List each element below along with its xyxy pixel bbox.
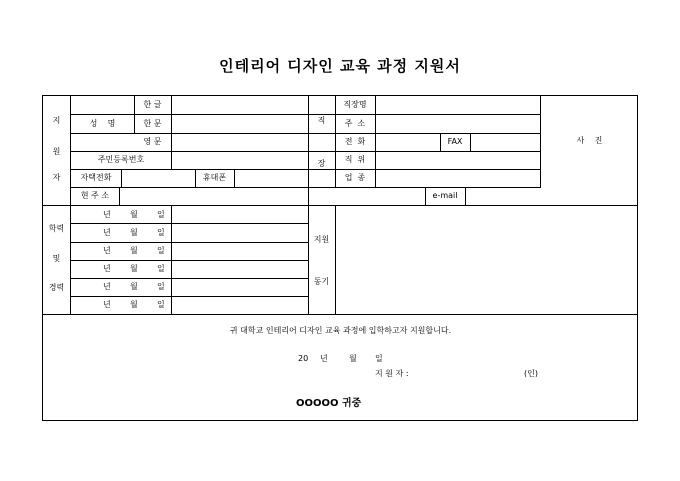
applicant-group-char-2: 원 xyxy=(52,147,61,156)
month-label: 월 xyxy=(130,210,138,219)
day-label: 일 xyxy=(157,282,165,291)
email-label: e-mail xyxy=(432,191,458,200)
company-address-label: 주 소 xyxy=(344,119,366,128)
day-label: 일 xyxy=(157,300,165,309)
year-label: 년 xyxy=(103,210,111,219)
date-year-label: 년 xyxy=(320,354,328,363)
workplace-group-char-1: 직 xyxy=(317,116,326,125)
name-label: 성 명 xyxy=(89,119,116,128)
form-title: 인테리어 디자인 교육 과정 지원서 xyxy=(219,57,461,75)
month-label: 월 xyxy=(130,300,138,309)
history-label-education: 학력 xyxy=(48,224,65,233)
addressee: OOOOO 귀중 xyxy=(296,398,362,409)
company-phone-label: 전 화 xyxy=(344,137,366,146)
home-phone-label: 자택전화 xyxy=(80,173,112,182)
month-label: 월 xyxy=(130,228,138,237)
day-label: 일 xyxy=(157,210,165,219)
year-label: 년 xyxy=(103,246,111,255)
day-label: 일 xyxy=(157,246,165,255)
applicant-group-char-3: 자 xyxy=(52,173,61,182)
year-label: 년 xyxy=(103,228,111,237)
name-english-label: 영 문 xyxy=(143,137,162,146)
name-hanja-label: 한 문 xyxy=(143,119,162,128)
history-label-and: 및 xyxy=(52,254,61,263)
date-year-prefix: 20 xyxy=(298,354,309,363)
year-label: 년 xyxy=(103,282,111,291)
month-label: 월 xyxy=(130,246,138,255)
day-label: 일 xyxy=(157,228,165,237)
company-label: 직장명 xyxy=(343,100,367,109)
applicant-signature-label: 지 원 자 : xyxy=(375,369,409,378)
rrn-label: 주민등록번호 xyxy=(97,155,145,164)
motivation-label-2: 동기 xyxy=(313,277,330,286)
name-hangul-label: 한 글 xyxy=(143,100,162,109)
seal-label: (인) xyxy=(524,369,538,378)
photo-label: 사 진 xyxy=(576,136,603,145)
application-form xyxy=(42,95,638,421)
workplace-group-char-2: 장 xyxy=(317,159,326,168)
motivation-label-1: 지원 xyxy=(313,235,330,244)
month-label: 월 xyxy=(130,282,138,291)
date-day-label: 일 xyxy=(375,354,383,363)
business-type-label: 업 종 xyxy=(344,173,366,182)
applicant-group-char-1: 지 xyxy=(52,116,61,125)
history-label-career: 경력 xyxy=(48,283,65,292)
date-month-label: 월 xyxy=(349,354,357,363)
declaration-statement: 귀 대학교 인테리어 디자인 교육 과정에 입학하고자 지원합니다. xyxy=(229,326,452,335)
day-label: 일 xyxy=(157,264,165,273)
year-label: 년 xyxy=(103,264,111,273)
fax-label: FAX xyxy=(447,137,463,146)
year-label: 년 xyxy=(103,300,111,309)
mobile-label: 휴대폰 xyxy=(202,173,227,182)
position-label: 직 위 xyxy=(344,155,366,164)
month-label: 월 xyxy=(130,264,138,273)
address-label: 현 주 소 xyxy=(80,191,110,200)
